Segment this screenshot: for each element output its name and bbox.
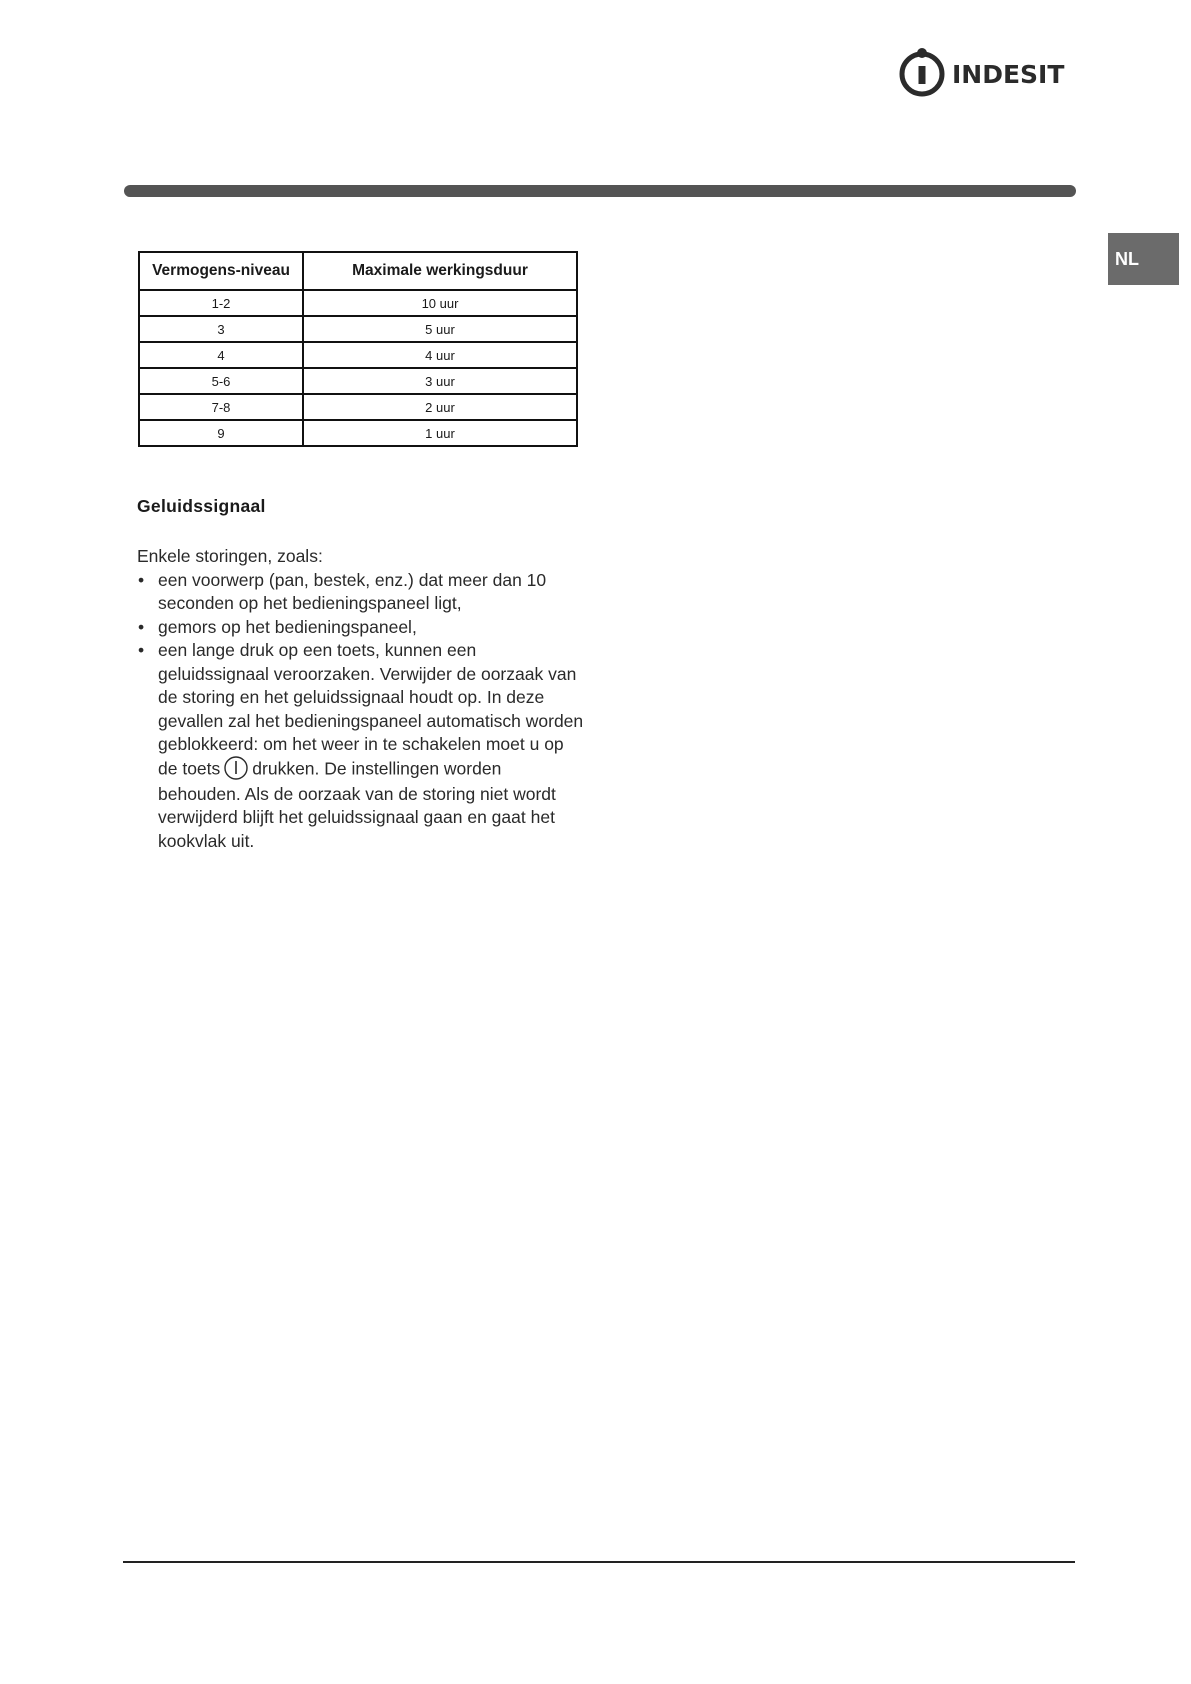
bullet-text-after-icon: drukken. De instellingen worden behouden. Als de oorzaak van de storing niet wordt verwijderd blijft het geluidssignaal gaan en gaat het kookvlak uit. (158, 758, 556, 851)
power-level-cell: 7-8 (139, 394, 303, 420)
duration-cell: 5 uur (303, 316, 577, 342)
column-header-max-duration: Maximale werkingsduur (303, 252, 577, 290)
section-title: Geluidssignaal (137, 496, 266, 516)
power-duration-table (138, 251, 578, 447)
footer-divider (123, 1561, 1075, 1563)
indesit-logo (896, 44, 1078, 100)
section-body (137, 545, 587, 853)
table-row (139, 394, 577, 420)
power-level-cell: 9 (139, 420, 303, 446)
header-divider (124, 185, 1076, 197)
power-level-cell: 1-2 (139, 290, 303, 316)
duration-cell: 2 uur (303, 394, 577, 420)
list-item (137, 639, 587, 853)
language-tab: NL (1108, 233, 1179, 285)
bullet-text-before-icon: een lange druk op een toets, kunnen een geluidssignaal veroorzaken. Verwijder de oorzaak van de storing en het geluidssignaal houdt op. In deze gevallen zal het bedieningspaneel automatisch worden geblokkeerd: om het weer in te schakelen moet u op de toets (158, 640, 584, 779)
power-level-cell: 5-6 (139, 368, 303, 394)
table-row (139, 368, 577, 394)
power-key-icon (223, 755, 249, 781)
duration-cell: 10 uur (303, 290, 577, 316)
table-row (139, 316, 577, 342)
intro-text: Enkele storingen, zoals: (137, 546, 323, 566)
table-row (139, 420, 577, 446)
indesit-logo-icon (896, 44, 948, 100)
list-item: • gemors op het bedieningspaneel, (137, 616, 587, 640)
table-row (139, 342, 577, 368)
list-item: • een voorwerp (pan, bestek, enz.) dat meer dan 10 seconden op het bedieningspaneel ligt, (137, 569, 587, 616)
table-row (139, 290, 577, 316)
column-header-power-level: Vermogens-niveau (139, 252, 303, 290)
duration-cell: 1 uur (303, 420, 577, 446)
bullet-list (137, 569, 587, 854)
duration-cell: 4 uur (303, 342, 577, 368)
power-level-cell: 4 (139, 342, 303, 368)
duration-cell: 3 uur (303, 368, 577, 394)
brand-name: indesit (952, 51, 1065, 92)
table-header-row (139, 252, 577, 290)
power-level-cell: 3 (139, 316, 303, 342)
